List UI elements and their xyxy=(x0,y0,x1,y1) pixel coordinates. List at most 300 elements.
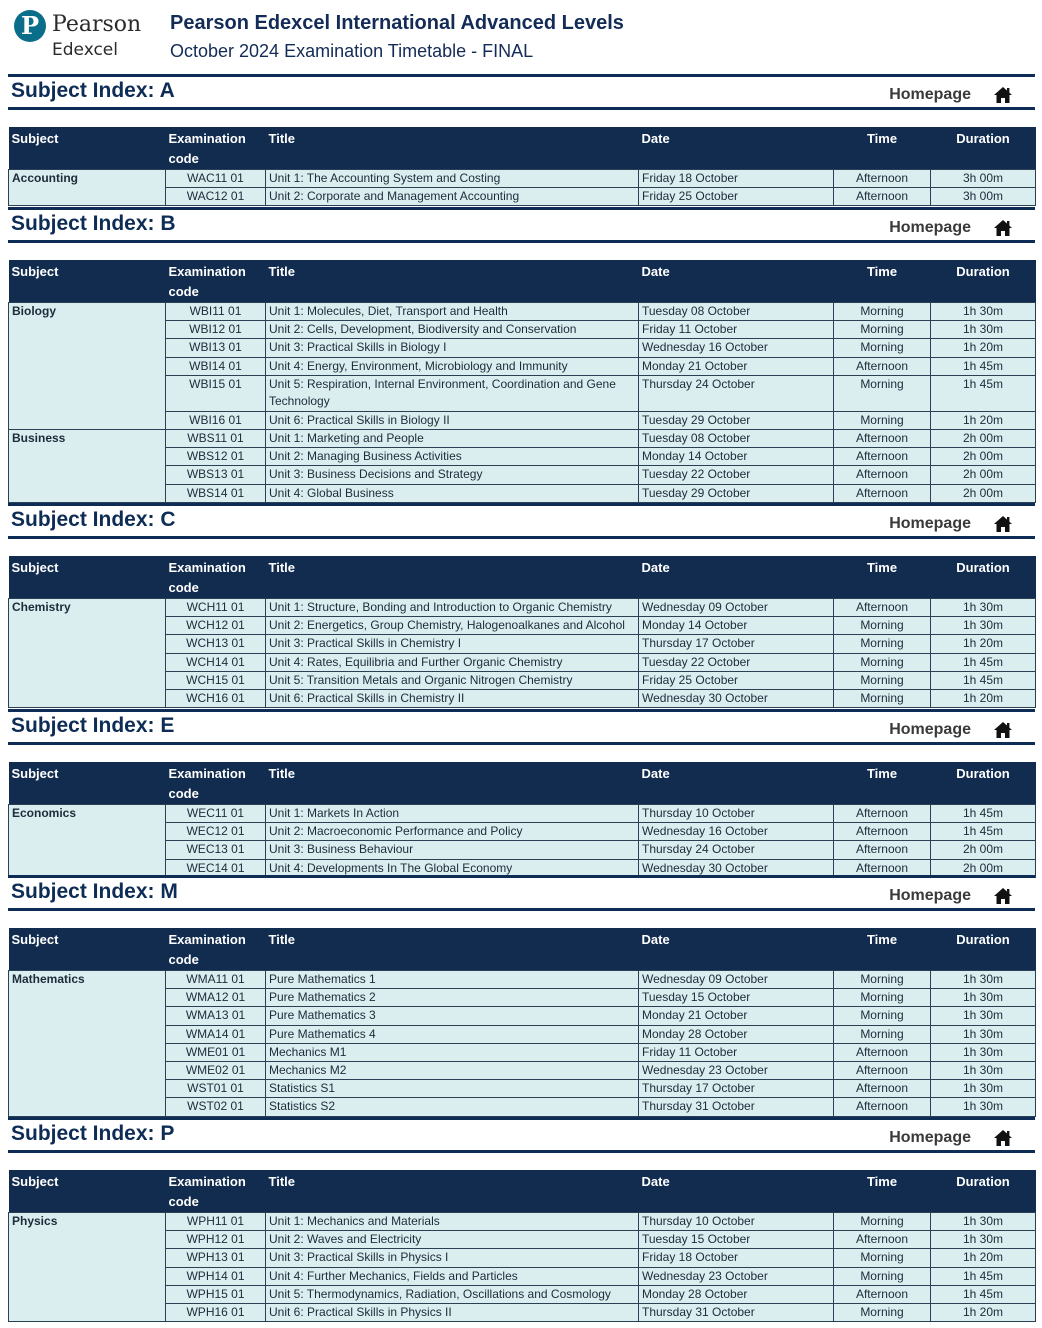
table-row xyxy=(9,1061,1036,1079)
document-title: Pearson Edexcel International Advanced Levels xyxy=(170,12,624,34)
exam-duration: 1h 45m xyxy=(931,357,1036,375)
header-subject: Subject xyxy=(9,260,166,303)
exam-code: WPH12 01 xyxy=(166,1231,266,1249)
header-time: Time xyxy=(834,127,931,170)
subject-name xyxy=(9,1043,166,1061)
section-header xyxy=(8,207,1035,243)
section-title: Subject Index: C xyxy=(11,508,176,531)
exam-title: Unit 5: Respiration, Internal Environment, Coordination and Gene Technology xyxy=(266,375,639,411)
exam-duration: 1h 30m xyxy=(931,1213,1036,1231)
exam-title: Pure Mathematics 2 xyxy=(266,989,639,1007)
brand-pearson: Pearson xyxy=(52,12,142,37)
exam-code: WCH13 01 xyxy=(166,635,266,653)
exam-time: Morning xyxy=(834,1007,931,1025)
header-subject: Subject xyxy=(9,127,166,170)
exam-duration: 1h 30m xyxy=(931,303,1036,321)
exam-date: Thursday 17 October xyxy=(639,1080,834,1098)
header-duration: Duration xyxy=(931,762,1036,805)
exam-title: Unit 2: Cells, Development, Biodiversity and Conservation xyxy=(266,321,639,339)
exam-time: Morning xyxy=(834,617,931,635)
exam-date: Monday 14 October xyxy=(639,617,834,635)
exam-time: Morning xyxy=(834,989,931,1007)
subject-index-section xyxy=(8,875,1035,1117)
header-subject: Subject xyxy=(9,762,166,805)
exam-duration: 2h 00m xyxy=(931,429,1036,447)
exam-date: Thursday 17 October xyxy=(639,635,834,653)
table-row xyxy=(9,303,1036,321)
pearson-logo-icon: P xyxy=(14,10,46,42)
subject-name: Physics xyxy=(9,1213,166,1231)
subject-name xyxy=(9,1061,166,1079)
home-icon[interactable] xyxy=(993,514,1013,534)
exam-time: Afternoon xyxy=(834,859,931,877)
table-row xyxy=(9,599,1036,617)
header-duration: Duration xyxy=(931,260,1036,303)
exam-table xyxy=(8,556,1036,708)
exam-date: Tuesday 15 October xyxy=(639,989,834,1007)
subject-name xyxy=(9,1098,166,1116)
exam-code: WBS13 01 xyxy=(166,466,266,484)
header-title: Title xyxy=(266,928,639,971)
table-row xyxy=(9,617,1036,635)
exam-date: Monday 28 October xyxy=(639,1025,834,1043)
exam-code: WBS12 01 xyxy=(166,448,266,466)
subject-name xyxy=(9,635,166,653)
exam-date: Wednesday 09 October xyxy=(639,599,834,617)
exam-time: Afternoon xyxy=(834,1061,931,1079)
exam-title: Unit 5: Transition Metals and Organic Nitrogen Chemistry xyxy=(266,671,639,689)
exam-code: WAC12 01 xyxy=(166,188,266,206)
exam-date: Tuesday 22 October xyxy=(639,466,834,484)
exam-date: Friday 25 October xyxy=(639,188,834,206)
subject-name: Accounting xyxy=(9,170,166,188)
exam-code: WBS14 01 xyxy=(166,484,266,502)
header-subject: Subject xyxy=(9,556,166,599)
section-header xyxy=(8,875,1035,911)
subject-index-section xyxy=(8,709,1035,878)
header-exam-code: Examination code xyxy=(166,928,266,971)
exam-time: Afternoon xyxy=(834,1043,931,1061)
homepage-link[interactable]: Homepage xyxy=(889,1129,971,1146)
exam-title: Unit 4: Global Business xyxy=(266,484,639,502)
exam-code: WPH11 01 xyxy=(166,1213,266,1231)
exam-title: Pure Mathematics 1 xyxy=(266,971,639,989)
header-title: Title xyxy=(266,556,639,599)
exam-duration: 2h 00m xyxy=(931,841,1036,859)
exam-table xyxy=(8,762,1036,878)
exam-time: Morning xyxy=(834,635,931,653)
exam-date: Monday 28 October xyxy=(639,1285,834,1303)
header-time: Time xyxy=(834,762,931,805)
exam-duration: 1h 45m xyxy=(931,653,1036,671)
exam-duration: 1h 45m xyxy=(931,671,1036,689)
exam-date: Wednesday 09 October xyxy=(639,971,834,989)
subject-name xyxy=(9,448,166,466)
exam-title: Unit 1: Marketing and People xyxy=(266,429,639,447)
exam-date: Wednesday 23 October xyxy=(639,1267,834,1285)
table-row xyxy=(9,635,1036,653)
exam-code: WBI15 01 xyxy=(166,375,266,411)
exam-title: Unit 2: Macroeconomic Performance and Policy xyxy=(266,823,639,841)
table-row xyxy=(9,805,1036,823)
exam-title: Unit 1: Structure, Bonding and Introduction to Organic Chemistry xyxy=(266,599,639,617)
exam-duration: 1h 30m xyxy=(931,1231,1036,1249)
header-date: Date xyxy=(639,1170,834,1213)
home-icon[interactable] xyxy=(993,85,1013,105)
subject-name xyxy=(9,671,166,689)
exam-time: Afternoon xyxy=(834,1285,931,1303)
subject-name: Chemistry xyxy=(9,599,166,617)
exam-code: WPH13 01 xyxy=(166,1249,266,1267)
home-icon[interactable] xyxy=(993,720,1013,740)
subject-name xyxy=(9,357,166,375)
section-header xyxy=(8,74,1035,110)
exam-date: Wednesday 16 October xyxy=(639,823,834,841)
subject-name xyxy=(9,1303,166,1321)
exam-date: Monday 21 October xyxy=(639,1007,834,1025)
header-date: Date xyxy=(639,127,834,170)
exam-code: WEC14 01 xyxy=(166,859,266,877)
exam-title: Unit 2: Managing Business Activities xyxy=(266,448,639,466)
table-header-row xyxy=(9,127,1036,170)
exam-time: Morning xyxy=(834,671,931,689)
subject-index-section xyxy=(8,207,1035,503)
exam-date: Wednesday 23 October xyxy=(639,1061,834,1079)
header-subject: Subject xyxy=(9,1170,166,1213)
exam-date: Monday 21 October xyxy=(639,357,834,375)
subject-name xyxy=(9,1267,166,1285)
subject-name: Biology xyxy=(9,303,166,321)
exam-title: Unit 3: Practical Skills in Physics I xyxy=(266,1249,639,1267)
header-time: Time xyxy=(834,1170,931,1213)
exam-time: Morning xyxy=(834,971,931,989)
table-row xyxy=(9,989,1036,1007)
exam-title: Statistics S1 xyxy=(266,1080,639,1098)
exam-duration: 1h 30m xyxy=(931,1080,1036,1098)
exam-code: WCH12 01 xyxy=(166,617,266,635)
homepage-link[interactable]: Homepage xyxy=(889,887,971,904)
exam-time: Morning xyxy=(834,339,931,357)
exam-duration: 1h 45m xyxy=(931,375,1036,411)
home-icon[interactable] xyxy=(993,1128,1013,1148)
exam-duration: 1h 20m xyxy=(931,339,1036,357)
header-title: Title xyxy=(266,762,639,805)
subject-name: Economics xyxy=(9,805,166,823)
exam-title: Unit 4: Further Mechanics, Fields and Particles xyxy=(266,1267,639,1285)
exam-date: Friday 11 October xyxy=(639,321,834,339)
table-row xyxy=(9,411,1036,429)
exam-time: Afternoon xyxy=(834,1080,931,1098)
table-row xyxy=(9,375,1036,411)
table-row xyxy=(9,1025,1036,1043)
exam-code: WCH16 01 xyxy=(166,689,266,707)
subject-name xyxy=(9,484,166,502)
exam-title: Unit 3: Business Behaviour xyxy=(266,841,639,859)
subject-name: Business xyxy=(9,429,166,447)
exam-title: Unit 3: Practical Skills in Chemistry I xyxy=(266,635,639,653)
exam-code: WMA13 01 xyxy=(166,1007,266,1025)
exam-code: WST02 01 xyxy=(166,1098,266,1116)
exam-date: Tuesday 08 October xyxy=(639,429,834,447)
exam-code: WBS11 01 xyxy=(166,429,266,447)
exam-date: Wednesday 30 October xyxy=(639,689,834,707)
exam-title: Mechanics M1 xyxy=(266,1043,639,1061)
exam-code: WEC12 01 xyxy=(166,823,266,841)
exam-time: Afternoon xyxy=(834,1098,931,1116)
header-subject: Subject xyxy=(9,928,166,971)
exam-time: Afternoon xyxy=(834,466,931,484)
exam-duration: 1h 20m xyxy=(931,689,1036,707)
subject-name xyxy=(9,411,166,429)
header-time: Time xyxy=(834,928,931,971)
exam-code: WPH16 01 xyxy=(166,1303,266,1321)
exam-time: Afternoon xyxy=(834,448,931,466)
header-time: Time xyxy=(834,556,931,599)
exam-title: Mechanics M2 xyxy=(266,1061,639,1079)
exam-time: Morning xyxy=(834,375,931,411)
subject-index-section xyxy=(8,74,1035,206)
exam-table xyxy=(8,127,1036,206)
home-icon[interactable] xyxy=(993,886,1013,906)
subject-name xyxy=(9,1007,166,1025)
header-date: Date xyxy=(639,928,834,971)
exam-code: WPH14 01 xyxy=(166,1267,266,1285)
table-row xyxy=(9,1231,1036,1249)
exam-date: Friday 11 October xyxy=(639,1043,834,1061)
table-row xyxy=(9,689,1036,707)
exam-time: Afternoon xyxy=(834,841,931,859)
exam-time: Afternoon xyxy=(834,805,931,823)
exam-duration: 1h 30m xyxy=(931,1098,1036,1116)
exam-duration: 3h 00m xyxy=(931,188,1036,206)
exam-date: Wednesday 30 October xyxy=(639,859,834,877)
section-title: Subject Index: B xyxy=(11,212,176,235)
exam-code: WCH15 01 xyxy=(166,671,266,689)
exam-title: Unit 2: Energetics, Group Chemistry, Halogenoalkanes and Alcohol xyxy=(266,617,639,635)
exam-duration: 2h 00m xyxy=(931,466,1036,484)
exam-time: Morning xyxy=(834,1025,931,1043)
exam-title: Unit 5: Thermodynamics, Radiation, Oscillations and Cosmology xyxy=(266,1285,639,1303)
exam-time: Morning xyxy=(834,1303,931,1321)
subject-name xyxy=(9,689,166,707)
subject-name xyxy=(9,1249,166,1267)
exam-date: Tuesday 22 October xyxy=(639,653,834,671)
exam-date: Friday 18 October xyxy=(639,1249,834,1267)
section-header xyxy=(8,709,1035,745)
subject-name xyxy=(9,823,166,841)
homepage-link[interactable]: Homepage xyxy=(889,721,971,738)
exam-duration: 1h 30m xyxy=(931,599,1036,617)
exam-title: Unit 1: Mechanics and Materials xyxy=(266,1213,639,1231)
exam-date: Tuesday 29 October xyxy=(639,411,834,429)
header-exam-code: Examination code xyxy=(166,556,266,599)
exam-title: Unit 1: Markets In Action xyxy=(266,805,639,823)
section-header xyxy=(8,1117,1035,1153)
subject-name xyxy=(9,653,166,671)
exam-duration: 1h 45m xyxy=(931,1285,1036,1303)
section-title: Subject Index: M xyxy=(11,880,178,903)
exam-title: Unit 1: Molecules, Diet, Transport and Health xyxy=(266,303,639,321)
subject-index-section xyxy=(8,503,1035,708)
exam-title: Unit 4: Rates, Equilibria and Further Organic Chemistry xyxy=(266,653,639,671)
subject-name xyxy=(9,466,166,484)
table-row xyxy=(9,823,1036,841)
exam-code: WCH14 01 xyxy=(166,653,266,671)
exam-time: Afternoon xyxy=(834,170,931,188)
exam-duration: 1h 30m xyxy=(931,1007,1036,1025)
header-duration: Duration xyxy=(931,1170,1036,1213)
table-row xyxy=(9,357,1036,375)
exam-time: Morning xyxy=(834,321,931,339)
exam-date: Monday 14 October xyxy=(639,448,834,466)
brand-edexcel: Edexcel xyxy=(52,40,118,60)
exam-title: Unit 3: Practical Skills in Biology I xyxy=(266,339,639,357)
table-row xyxy=(9,1285,1036,1303)
header-time: Time xyxy=(834,260,931,303)
exam-code: WBI16 01 xyxy=(166,411,266,429)
subject-name xyxy=(9,321,166,339)
exam-time: Afternoon xyxy=(834,429,931,447)
exam-code: WEC11 01 xyxy=(166,805,266,823)
exam-code: WME02 01 xyxy=(166,1061,266,1079)
table-header-row xyxy=(9,556,1036,599)
exam-code: WBI12 01 xyxy=(166,321,266,339)
exam-title: Unit 2: Waves and Electricity xyxy=(266,1231,639,1249)
exam-date: Friday 18 October xyxy=(639,170,834,188)
exam-duration: 1h 20m xyxy=(931,1303,1036,1321)
exam-time: Afternoon xyxy=(834,357,931,375)
section-title: Subject Index: P xyxy=(11,1122,175,1145)
header-exam-code: Examination code xyxy=(166,127,266,170)
table-row xyxy=(9,1267,1036,1285)
subject-name xyxy=(9,1080,166,1098)
exam-title: Unit 6: Practical Skills in Chemistry II xyxy=(266,689,639,707)
exam-time: Morning xyxy=(834,1213,931,1231)
table-row xyxy=(9,429,1036,447)
exam-date: Thursday 24 October xyxy=(639,841,834,859)
homepage-link[interactable]: Homepage xyxy=(889,86,971,103)
exam-code: WCH11 01 xyxy=(166,599,266,617)
subject-name xyxy=(9,1025,166,1043)
exam-title: Unit 3: Business Decisions and Strategy xyxy=(266,466,639,484)
header-exam-code: Examination code xyxy=(166,1170,266,1213)
table-row xyxy=(9,188,1036,206)
exam-date: Tuesday 15 October xyxy=(639,1231,834,1249)
table-row xyxy=(9,653,1036,671)
exam-time: Morning xyxy=(834,303,931,321)
exam-time: Afternoon xyxy=(834,484,931,502)
table-row xyxy=(9,671,1036,689)
header-title: Title xyxy=(266,1170,639,1213)
exam-title: Pure Mathematics 4 xyxy=(266,1025,639,1043)
exam-duration: 2h 00m xyxy=(931,484,1036,502)
header-title: Title xyxy=(266,260,639,303)
exam-duration: 1h 30m xyxy=(931,1043,1036,1061)
exam-date: Tuesday 29 October xyxy=(639,484,834,502)
exam-title: Unit 2: Corporate and Management Accounting xyxy=(266,188,639,206)
exam-code: WST01 01 xyxy=(166,1080,266,1098)
header-title: Title xyxy=(266,127,639,170)
table-row xyxy=(9,448,1036,466)
table-row xyxy=(9,170,1036,188)
exam-code: WBI13 01 xyxy=(166,339,266,357)
header-duration: Duration xyxy=(931,556,1036,599)
exam-duration: 1h 20m xyxy=(931,635,1036,653)
exam-time: Afternoon xyxy=(834,188,931,206)
exam-date: Wednesday 16 October xyxy=(639,339,834,357)
exam-title: Unit 4: Energy, Environment, Microbiology and Immunity xyxy=(266,357,639,375)
exam-date: Friday 25 October xyxy=(639,671,834,689)
exam-table xyxy=(8,1170,1036,1322)
exam-duration: 1h 30m xyxy=(931,1061,1036,1079)
table-row xyxy=(9,841,1036,859)
exam-table xyxy=(8,928,1036,1117)
exam-code: WBI14 01 xyxy=(166,357,266,375)
exam-code: WMA11 01 xyxy=(166,971,266,989)
exam-table xyxy=(8,260,1036,503)
homepage-link[interactable]: Homepage xyxy=(889,219,971,236)
exam-code: WEC13 01 xyxy=(166,841,266,859)
homepage-link[interactable]: Homepage xyxy=(889,515,971,532)
exam-code: WMA14 01 xyxy=(166,1025,266,1043)
exam-time: Morning xyxy=(834,689,931,707)
header-duration: Duration xyxy=(931,928,1036,971)
exam-duration: 1h 30m xyxy=(931,971,1036,989)
table-row xyxy=(9,971,1036,989)
exam-date: Thursday 10 October xyxy=(639,805,834,823)
table-header-row xyxy=(9,928,1036,971)
subject-name xyxy=(9,188,166,206)
exam-title: Pure Mathematics 3 xyxy=(266,1007,639,1025)
table-row xyxy=(9,1043,1036,1061)
subject-index-section xyxy=(8,1117,1035,1322)
exam-date: Thursday 31 October xyxy=(639,1098,834,1116)
subject-name xyxy=(9,339,166,357)
table-row xyxy=(9,339,1036,357)
exam-time: Morning xyxy=(834,411,931,429)
table-row xyxy=(9,1007,1036,1025)
table-header-row xyxy=(9,1170,1036,1213)
exam-duration: 1h 30m xyxy=(931,617,1036,635)
page-header xyxy=(0,0,1042,74)
exam-title: Unit 6: Practical Skills in Physics II xyxy=(266,1303,639,1321)
exam-time: Morning xyxy=(834,653,931,671)
subject-name: Mathematics xyxy=(9,971,166,989)
subject-name xyxy=(9,375,166,411)
table-row xyxy=(9,1098,1036,1116)
subject-name xyxy=(9,1231,166,1249)
exam-time: Afternoon xyxy=(834,599,931,617)
table-header-row xyxy=(9,762,1036,805)
exam-duration: 2h 00m xyxy=(931,859,1036,877)
exam-time: Afternoon xyxy=(834,1231,931,1249)
exam-duration: 1h 20m xyxy=(931,411,1036,429)
header-date: Date xyxy=(639,260,834,303)
subject-name xyxy=(9,989,166,1007)
exam-duration: 3h 00m xyxy=(931,170,1036,188)
exam-duration: 1h 45m xyxy=(931,823,1036,841)
subject-name xyxy=(9,841,166,859)
table-row xyxy=(9,1303,1036,1321)
home-icon[interactable] xyxy=(993,218,1013,238)
table-row xyxy=(9,321,1036,339)
exam-duration: 1h 30m xyxy=(931,321,1036,339)
exam-time: Morning xyxy=(834,1267,931,1285)
exam-duration: 1h 20m xyxy=(931,1249,1036,1267)
exam-duration: 1h 45m xyxy=(931,1267,1036,1285)
exam-code: WME01 01 xyxy=(166,1043,266,1061)
exam-date: Thursday 31 October xyxy=(639,1303,834,1321)
